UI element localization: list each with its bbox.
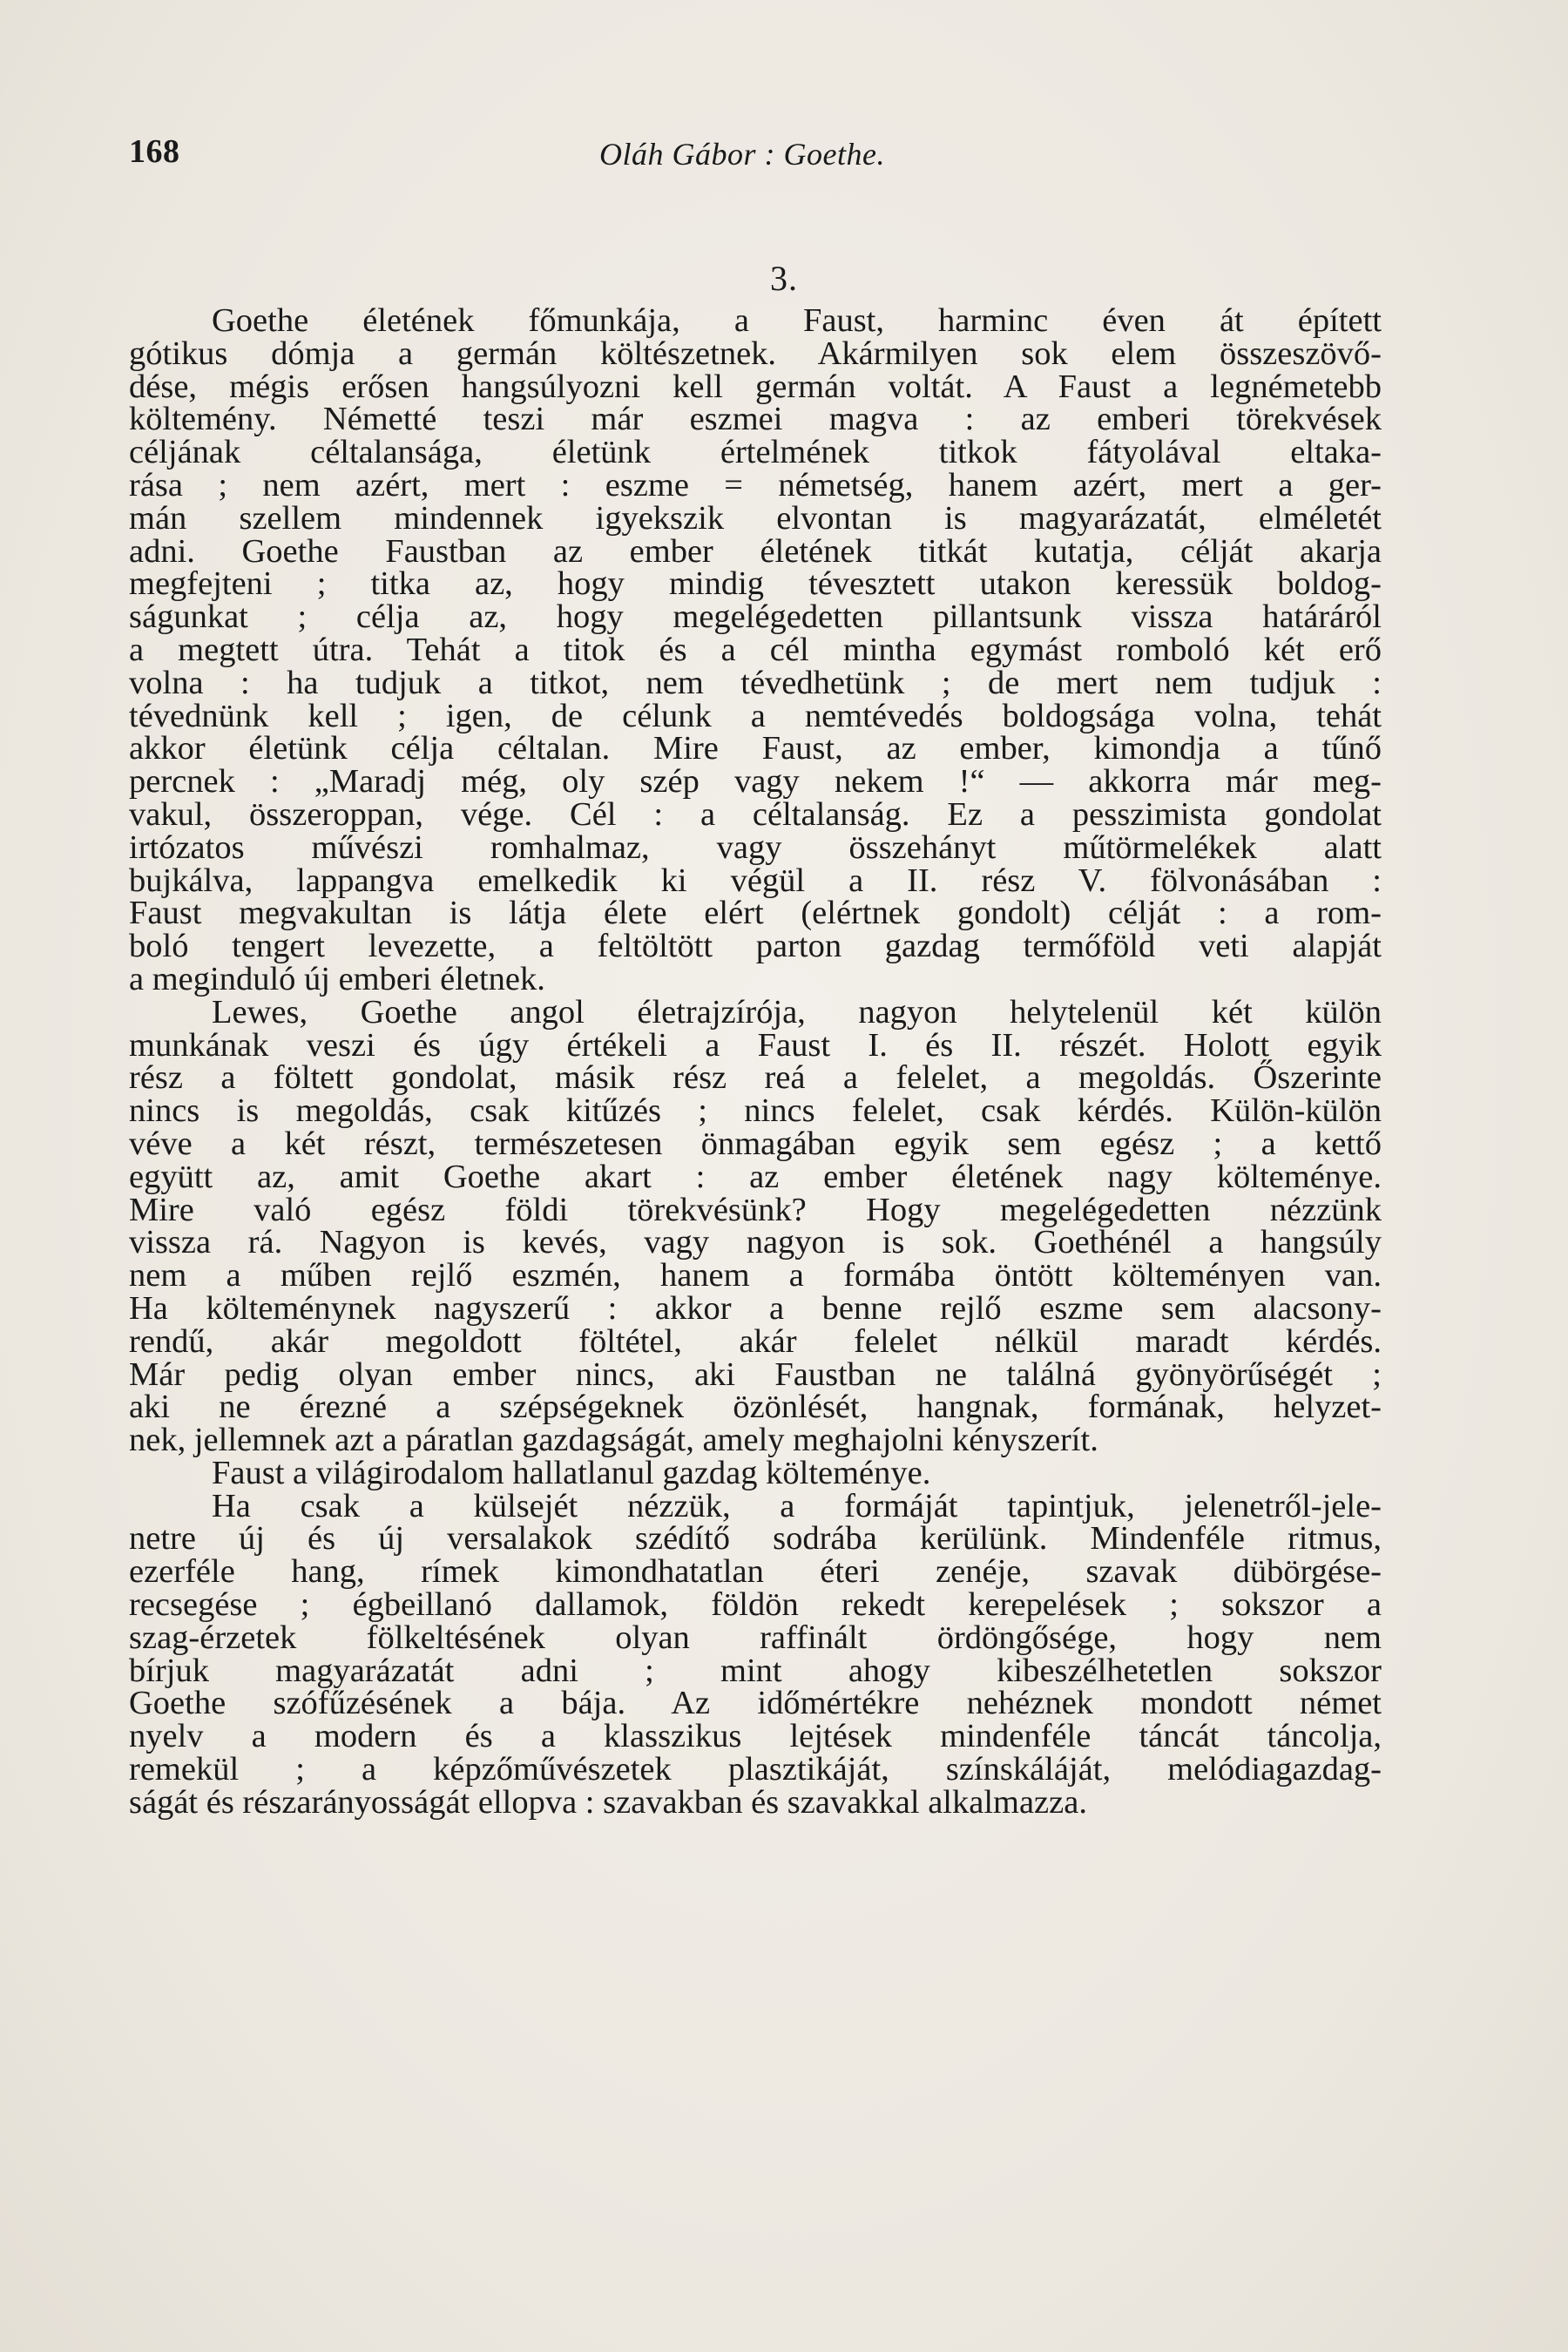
text-line: nem a műben rejlő eszmén, hanem a formába öntött költeményen van. bbox=[129, 1257, 1382, 1294]
text-line: mán szellem mindennek igyekszik elvontan is magyarázatát, elméletét bbox=[129, 499, 1382, 537]
text-line: gótikus dómja a germán költészetnek. Akármilyen sok elem összeszövő- bbox=[129, 335, 1382, 372]
text-line: irtózatos művészi romhalmaz, vagy összehányt műtörmelékek alatt bbox=[129, 828, 1382, 866]
text-line: szag-érzetek fölkeltésének olyan raffinált ördöngősége, hogy nem bbox=[129, 1619, 1382, 1656]
text-line: Már pedig olyan ember nincs, aki Faustban ne találná gyönyörűségét ; bbox=[129, 1355, 1382, 1393]
text-line: remekül ; a képzőművészetek plasztikáját, színskáláját, melódiagazdag- bbox=[129, 1751, 1382, 1788]
text-line: Ha csak a külsejét nézzük, a formáját tapintjuk, jelenetről-jele- bbox=[212, 1487, 1382, 1524]
text-line: nincs is megoldás, csak kitűzés ; nincs felelet, csak kérdés. Külön-külön bbox=[129, 1092, 1382, 1130]
text-line: bírjuk magyarázatát adni ; mint ahogy kibeszélhetetlen sokszor bbox=[129, 1652, 1382, 1689]
text-line: netre új és új versalakok szédítő sodrába kerülünk. Mindenféle ritmus, bbox=[129, 1520, 1382, 1558]
text-line: a meginduló új emberi életnek. bbox=[129, 960, 545, 997]
paragraph-3 bbox=[129, 1454, 1382, 1491]
text-line: adni. Goethe Faustban az ember életének titkát kutatja, célját akarja bbox=[129, 532, 1382, 570]
text-line: boló tengert levezette, a feltöltött parton gazdag termőföld veti alapját bbox=[129, 928, 1382, 965]
section-number: 3. bbox=[770, 259, 798, 298]
text-line: bujkálva, lappangva emelkedik ki végül a II. rész V. fölvonásában : bbox=[129, 862, 1382, 899]
body-text bbox=[129, 302, 1382, 1821]
page-number: 168 bbox=[129, 133, 180, 170]
text-line: Goethe szófűzésének a bája. Az időmértékre nehéznek mondott német bbox=[129, 1685, 1382, 1722]
text-line: ságunkat ; célja az, hogy megelégedetten pillantsunk vissza határáról bbox=[129, 598, 1382, 636]
text-line: a megtett útra. Tehát a titok és a cél mintha egymást romboló két erő bbox=[129, 631, 1382, 668]
text-line: tévednünk kell ; igen, de célunk a nemtévedés boldogsága volna, tehát bbox=[129, 697, 1382, 734]
text-line: nyelv a modern és a klasszikus lejtések mindenféle táncát táncolja, bbox=[129, 1718, 1382, 1755]
paragraph-2 bbox=[129, 993, 1382, 1459]
text-line: rása ; nem azért, mert : eszme = németség, hanem azért, mert a ger- bbox=[129, 466, 1382, 504]
text-line: nek, jellemnek azt a páratlan gazdagságát, amely meghajolni kényszerít. bbox=[129, 1422, 1098, 1459]
text-line: vakul, összeroppan, vége. Cél : a céltalanság. Ez a pesszimista gondolat bbox=[129, 795, 1382, 833]
paragraph-4 bbox=[129, 1487, 1382, 1821]
paragraph-1 bbox=[129, 302, 1382, 997]
text-line: Goethe életének főmunkája, a Faust, harminc éven át épített bbox=[212, 302, 1382, 339]
running-head: Oláh Gábor : Goethe. bbox=[599, 137, 885, 172]
text-line: ezerféle hang, rímek kimondhatatlan éteri zenéje, szavak dübörgése- bbox=[129, 1553, 1382, 1591]
page-header bbox=[129, 132, 1436, 185]
text-line: céljának céltalansága, életünk értelmének titkok fátyolával eltaka- bbox=[129, 434, 1382, 471]
text-line: rész a föltett gondolat, másik rész reá a felelet, a megoldás. Őszerinte bbox=[129, 1059, 1382, 1097]
text-line: Faust a világirodalom hallatlanul gazdag költeménye. bbox=[212, 1454, 931, 1491]
text-line: munkának veszi és úgy értékeli a Faust I. és II. részét. Holott egyik bbox=[129, 1026, 1382, 1064]
text-line: volna : ha tudjuk a titkot, nem tévedhetünk ; de mert nem tudjuk : bbox=[129, 664, 1382, 701]
text-line: vissza rá. Nagyon is kevés, vagy nagyon is sok. Goethénél a hangsúly bbox=[129, 1224, 1382, 1261]
text-line: költemény. Németté teszi már eszmei magva : az emberi törekvések bbox=[129, 401, 1382, 438]
text-line: rendű, akár megoldott föltétel, akár felelet nélkül maradt kérdés. bbox=[129, 1322, 1382, 1360]
text-line: véve a két részt, természetesen önmagában egyik sem egész ; a kettő bbox=[129, 1125, 1382, 1162]
text-line: Faust megvakultan is látja élete elért (elértnek gondolt) célját : a rom- bbox=[129, 895, 1382, 932]
text-line: Lewes, Goethe angol életrajzírója, nagyon helytelenül két külön bbox=[212, 993, 1382, 1031]
text-line: percnek : „Maradj még, oly szép vagy nekem !“ — akkorra már meg- bbox=[129, 763, 1382, 801]
text-line: akkor életünk célja céltalan. Mire Faust, az ember, kimondja a tűnő bbox=[129, 730, 1382, 767]
text-line: Mire való egész földi törekvésünk? Hogy megelégedetten nézzünk bbox=[129, 1191, 1382, 1228]
text-line: együtt az, amit Goethe akart : az ember életének nagy költeménye. bbox=[129, 1158, 1382, 1195]
text-line: ságát és részarányosságát ellopva : szavakban és szavakkal alkalmazza. bbox=[129, 1783, 1087, 1821]
text-line: dése, mégis erősen hangsúlyozni kell germán voltát. A Faust a legnémetebb bbox=[129, 368, 1382, 405]
text-line: megfejteni ; titka az, hogy mindig tévesztett utakon keressük boldog- bbox=[129, 565, 1382, 603]
text-line: recsegése ; égbeillanó dallamok, földön rekedt kerepelések ; sokszor a bbox=[129, 1586, 1382, 1624]
text-line: Ha költeménynek nagyszerű : akkor a benne rejlő eszme sem alacsony- bbox=[129, 1289, 1382, 1327]
text-line: aki ne érezné a szépségeknek özönlését, hangnak, formának, helyzet- bbox=[129, 1389, 1382, 1426]
